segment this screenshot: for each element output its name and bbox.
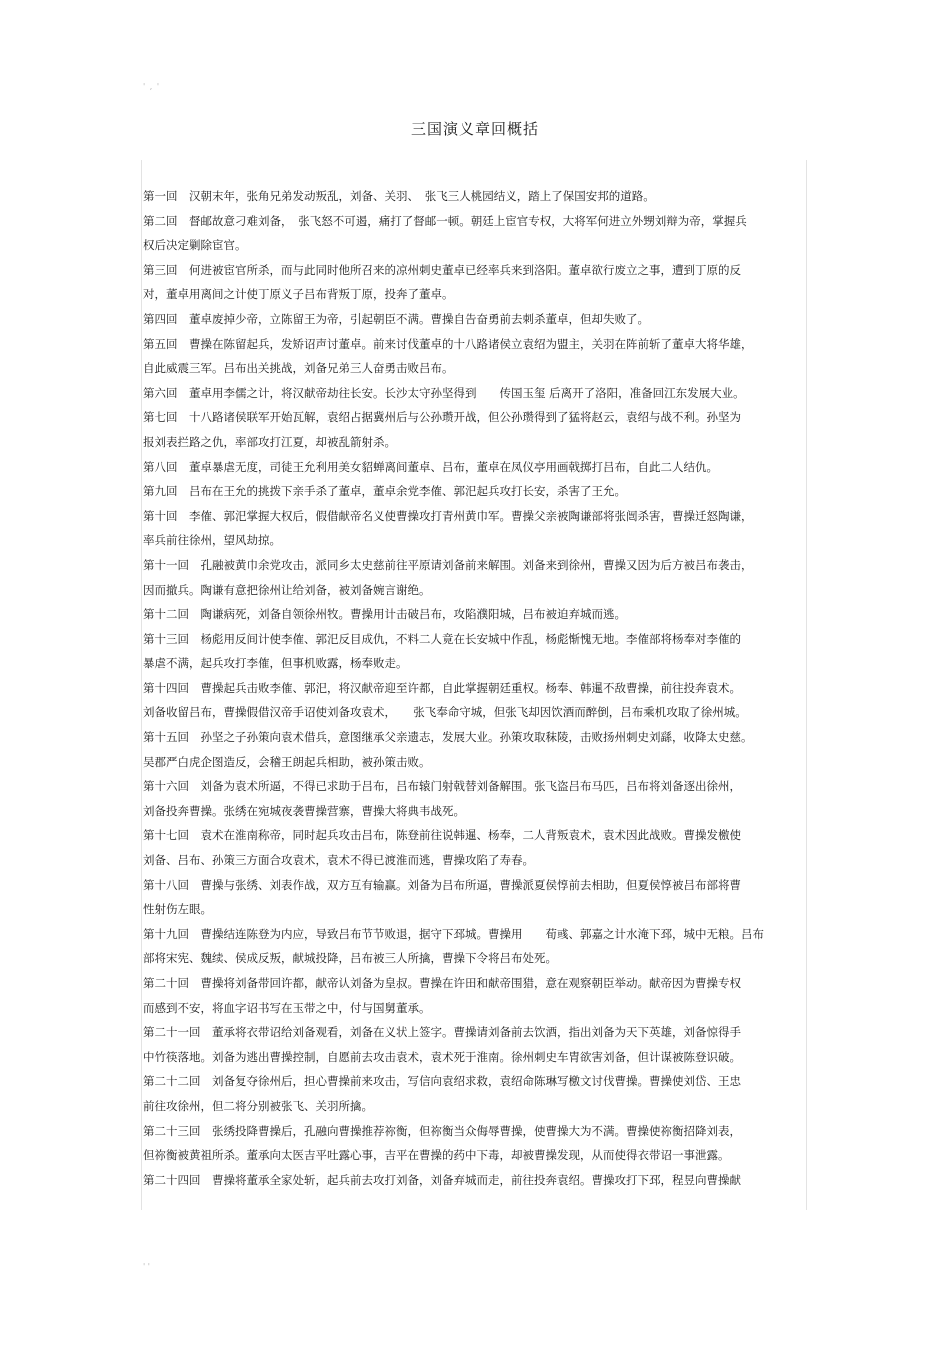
text-line: 性射伤左眼。 bbox=[143, 902, 212, 917]
text-line: 第二十一回 董承将衣带诏给刘备观看，刘备在义状上签字。曹操请刘备前去饮酒，指出刘备为天下英雄，刘备惊得手 bbox=[143, 1025, 741, 1040]
text-line: 第八回 董卓暴虐无度，司徒王允利用美女貂蝉离间董卓、吕布，董卓在凤仪亭用画戟掷打吕布，自此二人结仇。 bbox=[143, 459, 718, 474]
text-line: 第二十三回 张绣投降曹操后，孔融向曹操推荐祢衡，但祢衡当众侮辱曹操，使曹操大为不满。曹操使祢衡招降刘表， bbox=[143, 1123, 741, 1138]
text-line: 第五回 曹操在陈留起兵，发矫诏声讨董卓。前来讨伐董卓的十八路诸侯立袁绍为盟主，关羽在阵前斩了董卓大将华雄， bbox=[143, 336, 753, 351]
left-margin-rule bbox=[141, 160, 142, 1210]
page-corner-mark-bottom: ' ' bbox=[143, 1262, 150, 1271]
text-line: 第二十四回 曹操将董承全家处斩，起兵前去攻打刘备，刘备弃城而走，前往投奔袁绍。曹操攻打下邳，程昱向曹操献 bbox=[143, 1172, 741, 1187]
text-line: 中竹筷落地。刘备为逃出曹操控制，自愿前去攻击袁术，袁术死于淮南。徐州刺史车胄欲害刘备，但计谋被陈登识破。 bbox=[143, 1049, 741, 1064]
text-line: 而感到不安，将血字诏书写在玉带之中，付与国舅董承。 bbox=[143, 1000, 431, 1015]
text-line: 刘备收留吕布，曹操假借汉帝手诏使刘备攻袁术， 张飞奉命守城，但张飞却因饮酒而醉倒，吕布乘机攻取了徐州城。 bbox=[143, 705, 747, 720]
text-line: 第九回 吕布在王允的挑拨下亲手杀了董卓，董卓余党李傕、郭汜起兵攻打长安，杀害了王允。 bbox=[143, 484, 626, 499]
text-line: 对，董卓用离间之计使丁原义子吕布背叛丁原，投奔了董卓。 bbox=[143, 287, 454, 302]
text-line: 自此威震三军。吕布出关挑战，刘备兄弟三人奋勇击败吕布。 bbox=[143, 361, 454, 376]
page-corner-mark-top: ' , ' bbox=[143, 82, 161, 91]
text-line: 第四回 董卓废掉少帝，立陈留王为帝，引起朝臣不满。曹操自告奋勇前去刺杀董卓，但却失败了。 bbox=[143, 311, 649, 326]
text-line: 前往攻徐州，但二将分别被张飞、关羽所擒。 bbox=[143, 1098, 373, 1113]
chapter-summary-body bbox=[143, 184, 793, 1192]
text-line: 吴郡严白虎企图造反，会稽王朗起兵相助，被孙策击败。 bbox=[143, 754, 431, 769]
text-line: 第十二回 陶谦病死，刘备自领徐州牧。曹操用计击破吕布，攻陷濮阳城，吕布被迫弃城而逃。 bbox=[143, 607, 626, 622]
text-line: 第二十回 曹操将刘备带回许都，献帝认刘备为皇叔。曹操在许田和献帝围猎，意在观察朝臣举动。献帝因为曹操专权 bbox=[143, 976, 741, 990]
text-line: 第十四回 曹操起兵击败李傕、郭汜，将汉献帝迎至许都，自此掌握朝廷重权。杨奉、韩暹不敌曹操，前往投奔袁术。 bbox=[143, 680, 741, 695]
text-line: 暴虐不满，起兵攻打李傕，但事机败露，杨奉败走。 bbox=[143, 656, 408, 671]
text-line: 但祢衡被黄祖所杀。董承向太医吉平吐露心事，吉平在曹操的药中下毒，却被曹操发现，从而使得衣带诏一事泄露。 bbox=[143, 1148, 730, 1163]
text-line: 第二回 督邮故意刁难刘备， 张飞怒不可遏，痛打了督邮一顿。朝廷上宦官专权，大将军何进立外甥刘辩为帝，掌握兵 bbox=[143, 213, 747, 228]
text-line: 第十六回 刘备为袁术所逼，不得已求助于吕布，吕布辕门射戟替刘备解围。张飞盗吕布马匹，吕布将刘备逐出徐州， bbox=[143, 779, 741, 794]
text-line: 刘备投奔曹操。张绣在宛城夜袭曹操营寨，曹操大将典韦战死。 bbox=[143, 803, 465, 818]
text-line: 权后决定剿除宦官。 bbox=[143, 238, 247, 253]
text-line: 第十七回 袁术在淮南称帝，同时起兵攻击吕布，陈登前往说韩暹、杨奉，二人背叛袁术，袁术因此战败。曹操发檄使 bbox=[143, 828, 741, 843]
text-line: 第七回 十八路诸侯联军开始瓦解，袁绍占据冀州后与公孙瓒开战，但公孙瓒得到了猛将赵云，袁绍与战不利。孙坚为 bbox=[143, 410, 741, 425]
text-line: 第一回 汉朝末年，张角兄弟发动叛乱，刘备、关羽、 张飞三人桃园结义，踏上了保国安邦的道路。 bbox=[143, 189, 655, 203]
text-line: 第三回 何进被宦官所杀，而与此同时他所召来的凉州刺史董卓已经率兵来到洛阳。董卓欲行废立之事，遭到丁原的反 bbox=[143, 262, 741, 277]
right-margin-rule bbox=[806, 160, 807, 1210]
text-line: 报刘表拦路之仇，率部攻打江夏，却被乱箭射杀。 bbox=[143, 434, 396, 449]
text-line: 第十回 李傕、郭汜掌握大权后，假借献帝名义使曹操攻打青州黄巾军。曹操父亲被陶谦部将张闿杀害，曹操迁怒陶谦， bbox=[143, 508, 753, 523]
text-line: 第十九回 曹操结连陈登为内应，导致吕布节节败退，据守下邳城。曹操用 荀彧、郭嘉之计水淹下邳，城中无粮。吕布 bbox=[143, 926, 764, 941]
text-line: 部将宋宪、魏续、侯成反叛，献城投降，吕布被三人所擒，曹操下令将吕布处死。 bbox=[143, 951, 557, 966]
document-title: 三国演义章回概括 bbox=[410, 120, 539, 138]
text-line: 第六回 董卓用李儒之计，将汉献帝劫往长安。长沙太守孙坚得到 传国玉玺 后离开了洛阳，准备回江东发展大业。 bbox=[143, 385, 745, 400]
text-line: 第二十二回 刘备复夺徐州后，担心曹操前来攻击，写信向袁绍求救，袁绍命陈琳写檄文讨伐曹操。曹操使刘岱、王忠 bbox=[143, 1074, 741, 1089]
text-line: 因而撤兵。陶谦有意把徐州让给刘备，被刘备婉言谢绝。 bbox=[143, 582, 431, 597]
text-line: 第十一回 孔融被黄巾余党攻击，派同乡太史慈前往平原请刘备前来解围。刘备来到徐州，曹操又因为后方被吕布袭击， bbox=[143, 557, 753, 572]
text-line: 第十八回 曹操与张绣、刘表作战，双方互有输赢。刘备为吕布所逼，曹操派夏侯惇前去相助，但夏侯惇被吕布部将曹 bbox=[143, 877, 741, 892]
text-line: 第十五回 孙坚之子孙策向袁术借兵，意图继承父亲遗志，发展大业。孙策攻取秣陵，击败扬州刺史刘繇，收降太史慈。 bbox=[143, 730, 753, 745]
text-line: 刘备、吕布、孙策三方面合攻袁术，袁术不得已渡淮而逃，曹操攻陷了寿春。 bbox=[143, 853, 534, 868]
text-line: 第十三回 杨彪用反间计使李傕、郭汜反目成仇，不料二人竟在长安城中作乱，杨彪惭愧无地。李傕部将杨奉对李傕的 bbox=[143, 631, 741, 646]
text-line: 率兵前往徐州，望风劫掠。 bbox=[143, 533, 281, 548]
